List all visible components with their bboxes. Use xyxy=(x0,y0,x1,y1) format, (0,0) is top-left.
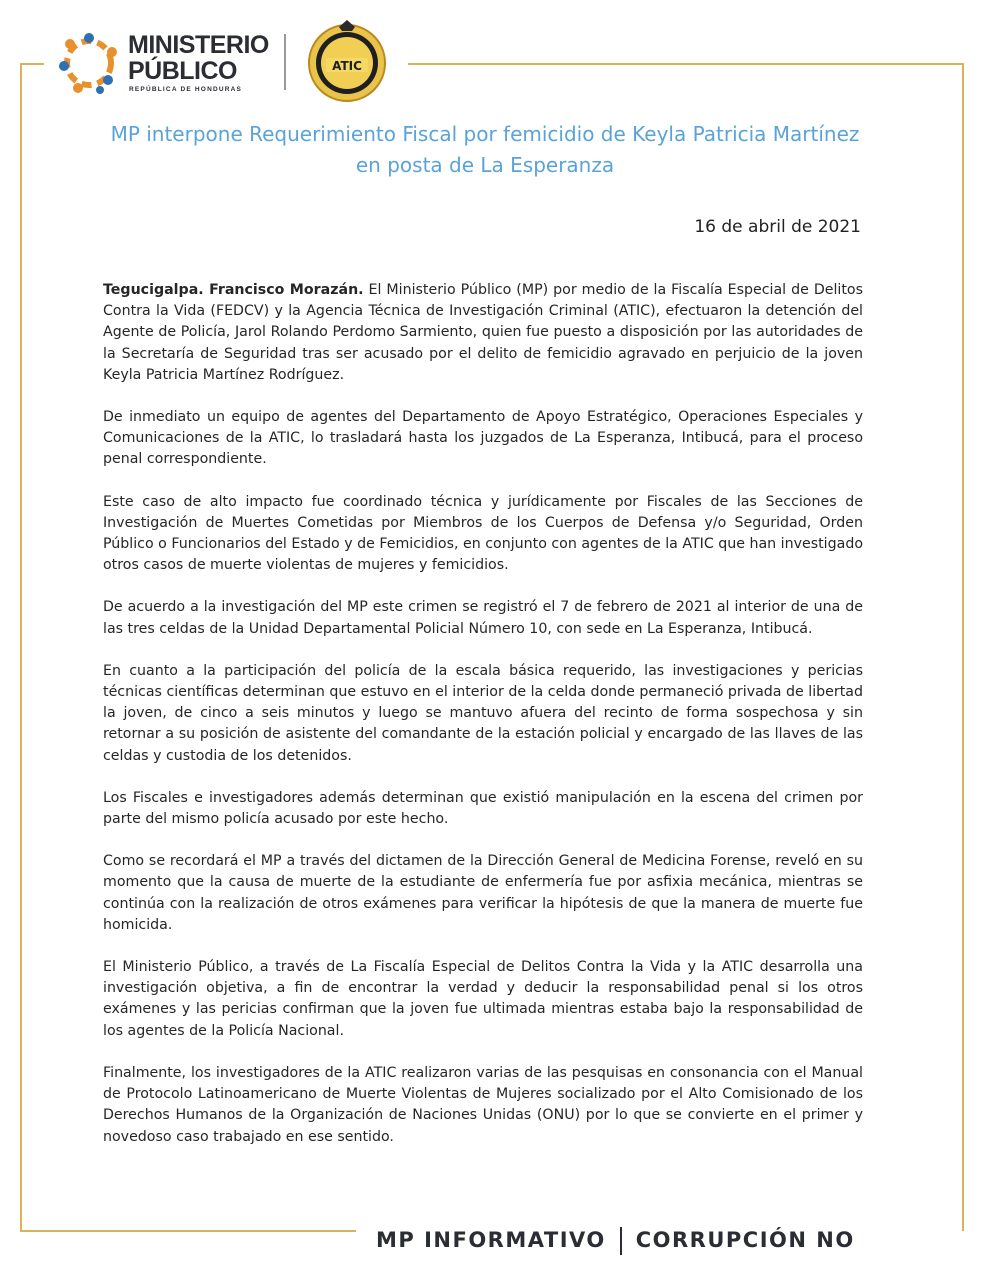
atic-seal-icon xyxy=(304,17,390,103)
paragraph-5: En cuanto a la participación del policía de la escala básica requerido, las investigaciones y pericias técnicas científicas determinan que estuvo en el interior de la celda donde permaneció privada de libertad la joven, de cinco a seis minutos y luego se mantuvo afuera del recinto de forma sospechosa y sin retornar a su posición de asistente del comandante de la estación policial y encargado de las llaves de las celdas y custodia de los detenidos. xyxy=(103,662,863,764)
paragraph-1 xyxy=(103,280,863,386)
people-circle-icon xyxy=(56,30,122,96)
atic-logo-text: ATIC xyxy=(332,59,362,73)
paragraph-2: De inmediato un equipo de agentes del Departamento de Apoyo Estratégico, Operaciones Especiales y Comunicaciones de la ATIC, lo trasladará hasta los juzgados de La Esperanza, Intibucá, para el proceso penal correspondiente. xyxy=(103,409,863,468)
frame-top-right xyxy=(408,63,964,65)
paragraph-8: El Ministerio Público, a través de La Fiscalía Especial de Delitos Contra la Vida y la ATIC desarrolla una investigación objetiva, a fin de encontrar la verdad y deducir la responsabilidad penal si los otros exámenes y las pericias confirman que la joven fue ultimada mientras estaba bajo la responsabilidad de los agentes de la Policía Nacional. xyxy=(103,959,863,1039)
paragraph-4: De acuerdo a la investigación del MP este crimen se registró el 7 de febrero de 2021 al interior de una de las tres celdas de la Unidad Departamental Policial Número 10, con sede en La Esperanza, Intibucá. xyxy=(103,599,863,637)
publication-date: 16 de abril de 2021 xyxy=(694,217,861,237)
footer-separator xyxy=(620,1227,622,1255)
dateline: Tegucigalpa. Francisco Morazán. xyxy=(103,282,364,298)
paragraph-6: Los Fiscales e investigadores además determinan que existió manipulación en la escena del crimen por parte del mismo policía acusado por este hecho. xyxy=(103,789,863,828)
ministerio-publico-logo xyxy=(56,26,270,102)
paragraph-1-text: El Ministerio Público (MP) por medio de la Fiscalía Especial de Delitos Contra la Vida (FEDCV) y la Agencia Técnica de Investigación Criminal (ATIC), efectuaron la detención del Agente de Policía, Jarol Rolando Perdomo Sarmiento, quien fue puesto a disposición por las autoridades de la Secretaría de Seguridad tras ser acusado por el delito de femicidio agravado en perjuicio de la joven Keyla Patricia Martínez Rodríguez. xyxy=(103,282,863,383)
logo-text-publico: PÚBLICO xyxy=(128,57,237,85)
footer-mp-informativo: MP INFORMATIVO xyxy=(376,1228,606,1252)
footer-tagline xyxy=(376,1227,855,1255)
page-title: MP interpone Requerimiento Fiscal por femicidio de Keyla Patricia Martínez en posta de La Esperanza xyxy=(110,122,860,177)
logo-divider xyxy=(284,34,286,90)
paragraph-7: Como se recordará el MP a través del dictamen de la Dirección General de Medicina Forense, reveló en su momento que la causa de muerte de la estudiante de enfermería fue por asfixia mecánica, mientras se continúa con la realización de otros exámenes para verificar la hipótesis de que la manera de muerte fue homicida. xyxy=(103,853,863,933)
frame-right xyxy=(962,63,964,1231)
footer-corrupcion-no: CORRUPCIÓN NO xyxy=(635,1228,855,1252)
article-body xyxy=(103,280,863,1169)
paragraph-9: Finalmente, los investigadores de la ATIC realizaron varias de las pesquisas en consonancia con el Manual de Protocolo Latinoamericano de Muerte Violentas de Mujeres socializado por el Alto Comisionado de los Derechos Humanos de la Organización de Naciones Unidas (ONU) por lo que se convierte en el primer y novedoso caso trabajado en ese sentido. xyxy=(103,1064,863,1145)
frame-left xyxy=(20,63,22,1231)
paragraph-3: Este caso de alto impacto fue coordinado técnica y jurídicamente por Fiscales de las Secciones de Investigación de Muertes Cometidas por Miembros de los Cuerpos de Defensa y/o Seguridad, Orden Público o Funcionarios del Estado y de Femicidios, en conjunto con agentes de la ATIC que han investigado otros casos de muerte violentas de mujeres y femicidios. xyxy=(103,493,863,574)
logo-text-republica: REPÚBLICA DE HONDURAS xyxy=(129,86,243,93)
frame-bottom xyxy=(20,1230,356,1232)
logo-text-ministerio: MINISTERIO xyxy=(128,31,269,59)
frame-top-left xyxy=(20,63,44,65)
